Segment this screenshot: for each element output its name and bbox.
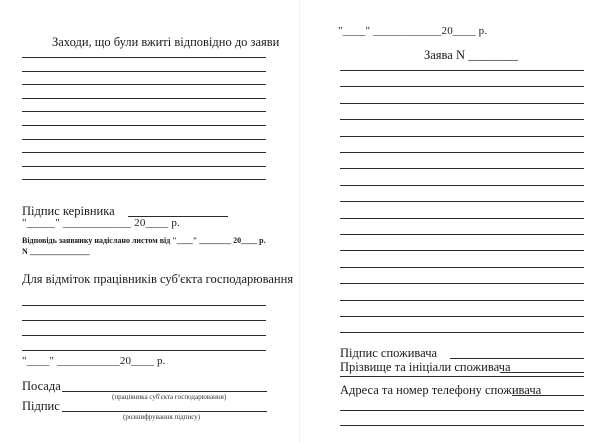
application-line-7[interactable]: [340, 168, 584, 169]
application-date: "____" ____________20____ р.: [338, 25, 488, 37]
application-line-5[interactable]: [340, 136, 584, 137]
application-line-4[interactable]: [340, 119, 584, 120]
notes-line-4[interactable]: [22, 350, 266, 351]
position-caption: (працівника суб'єкта господарювання): [112, 393, 227, 401]
application-line-12[interactable]: [340, 250, 584, 251]
application-number: Заява N ________: [424, 48, 519, 62]
consumer-sign-label: Підпис споживача: [340, 346, 438, 360]
address-line-2[interactable]: [340, 410, 584, 411]
measures-line-6[interactable]: [22, 125, 266, 126]
application-line-13[interactable]: [340, 267, 584, 268]
signature-caption: (розшифрування підпису): [123, 413, 201, 421]
consumer-address-label: Адреса та номер телефону споживача: [340, 383, 542, 397]
measures-line-5[interactable]: [22, 111, 266, 112]
signature-label: Підпис: [22, 399, 60, 413]
application-line-8[interactable]: [340, 185, 584, 186]
reply-text: Відповідь заявнику надіслано листом від "____" ________ 20____ р.: [22, 236, 266, 245]
measures-line-4[interactable]: [22, 98, 266, 99]
measures-line-10[interactable]: [22, 179, 266, 180]
application-line-16[interactable]: [340, 316, 584, 317]
section-title: Для відміток працівників суб'єкта господарювання: [22, 272, 294, 286]
consumer-address-line[interactable]: [512, 395, 584, 396]
application-line-3[interactable]: [340, 103, 584, 104]
notes-line-3[interactable]: [22, 335, 266, 336]
consumer-name-label: Прізвище та ініціали споживача: [340, 360, 511, 374]
measures-line-7[interactable]: [22, 139, 266, 140]
application-line-9[interactable]: [340, 201, 584, 202]
signature-line[interactable]: [62, 411, 267, 412]
notes-date: "____" ___________20____ р.: [22, 355, 166, 367]
application-line-14[interactable]: [340, 283, 584, 284]
measures-line-3[interactable]: [22, 84, 266, 85]
application-line-2[interactable]: [340, 86, 584, 87]
position-label: Посада: [22, 379, 61, 393]
right-page: [300, 0, 600, 443]
measures-line-8[interactable]: [22, 152, 266, 153]
notes-line-1[interactable]: [22, 305, 266, 306]
measures-line-2[interactable]: [22, 71, 266, 72]
application-line-11[interactable]: [340, 234, 584, 235]
consumer-name-extra-line[interactable]: [340, 376, 584, 377]
application-line-10[interactable]: [340, 218, 584, 219]
manager-date: "_____" ____________ 20____ р.: [22, 217, 180, 229]
application-line-1[interactable]: [340, 70, 584, 71]
application-line-15[interactable]: [340, 300, 584, 301]
reply-number: N _______________: [22, 247, 90, 256]
manager-sign-label: Підпис керівника: [22, 204, 115, 218]
position-line[interactable]: [62, 391, 267, 392]
measures-line-1[interactable]: [22, 57, 266, 58]
consumer-name-line[interactable]: [500, 372, 584, 373]
address-line-3[interactable]: [340, 425, 584, 426]
application-line-17[interactable]: [340, 332, 584, 333]
application-line-6[interactable]: [340, 152, 584, 153]
consumer-sign-line[interactable]: [450, 358, 584, 359]
measures-line-9[interactable]: [22, 166, 266, 167]
notes-line-2[interactable]: [22, 320, 266, 321]
measures-title: Заходи, що були вжиті відповідно до заяви: [52, 35, 280, 49]
